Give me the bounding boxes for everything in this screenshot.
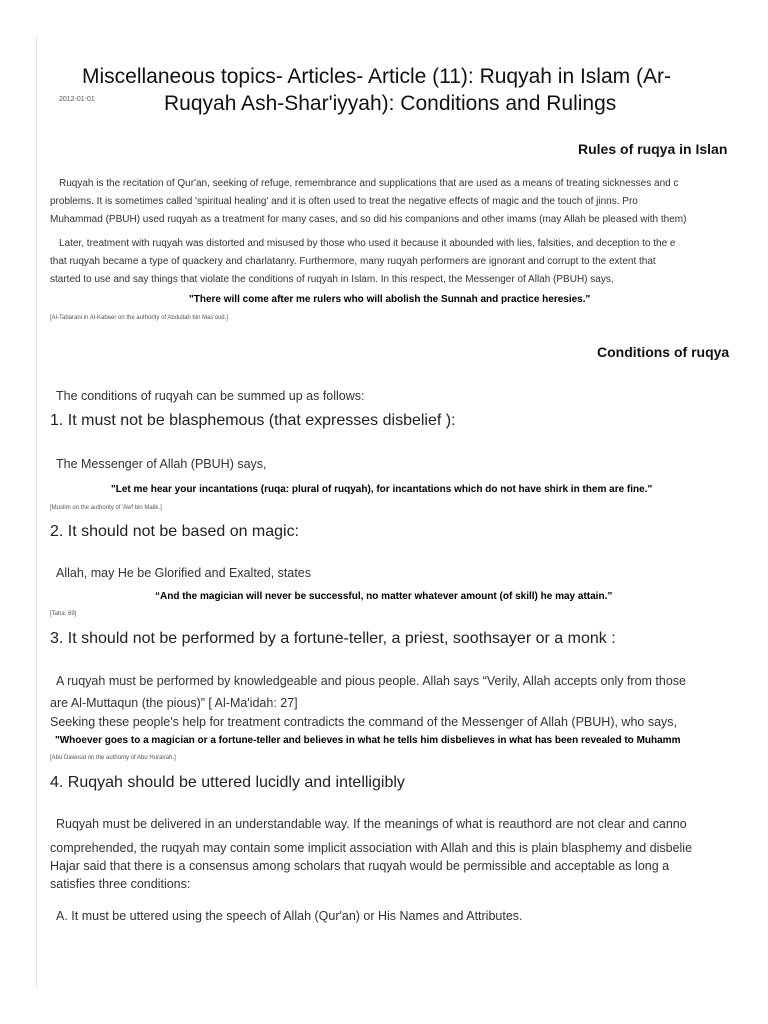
condition-3-paragraph-line-3: Seeking these people's help for treatment contradicts the command of the Messenger of Allah (PBUH), who says, xyxy=(50,715,678,729)
hadith-quote-2: "Let me hear your incantations (ruqa: plural of ruqyah), for incantations which do not have shirk in them are fine." xyxy=(111,484,653,495)
condition-3-heading: 3. It should not be performed by a fortune-teller, a priest, soothsayer or a monk : xyxy=(50,630,616,647)
condition-4-paragraph-line-2: comprehended, the ruqyah may contain some implicit association with Allah and this is plain blasphemy and disbelie xyxy=(50,841,693,855)
condition-1-heading: 1. It must not be blasphemous (that expresses disbelief ): xyxy=(50,412,456,429)
condition-4-paragraph-line-1: Ruqyah must be delivered in an understandable way. If the meanings of what is reauthord are not clear and canno xyxy=(56,817,687,831)
conditions-heading: Conditions of ruqya xyxy=(597,344,730,360)
condition-4-paragraph-line-4: satisfies three conditions: xyxy=(50,877,191,891)
condition-2-heading: 2. It should not be based on magic: xyxy=(50,523,300,540)
quran-quote: “And the magician will never be successful, no matter whatever amount (of skill) he may attain.” xyxy=(155,591,613,602)
condition-1-intro: The Messenger of Allah (PBUH) says, xyxy=(56,457,267,471)
condition-3-paragraph-line-2: are Al-Muttaqun (the pious)” [ Al-Ma'idah: 27] xyxy=(50,696,298,710)
publish-date: 2012-01-01 xyxy=(59,96,95,103)
page-title xyxy=(82,63,768,117)
intro-paragraph-line-2: problems. It is sometimes called 'spiritual healing' and it is often used to treat the negative effects of magic and the touch of jinns. Pro xyxy=(50,196,638,207)
citation-2: [Muslim on the authority of 'Awf bin Malik.] xyxy=(50,505,162,511)
condition-4-heading: 4. Ruqyah should be uttered lucidly and intelligibly xyxy=(50,774,405,791)
condition-4-paragraph-line-3: Hajar said that there is a consensus among scholars that ruqyah would be permissible and acceptable as long a xyxy=(50,859,670,873)
rules-heading: Rules of ruqya in Islan xyxy=(578,141,728,157)
history-paragraph-line-2: that ruqyah became a type of quackery and charlatanry. Furthermore, many ruqyah performers are ignorant and corrupt to the extent that xyxy=(50,256,656,267)
title-line-1: Miscellaneous topics- Articles- Article (11): Ruqyah in Islam (Ar- xyxy=(82,65,671,88)
hadith-quote-4: "Whoever goes to a magician or a fortune-teller and believes in what he tells him disbelieves in what has been revealed to Muhamm xyxy=(55,735,681,746)
citation-1: [Al-Tabarani in Al-Kabeer on the authority of Abdullah bin Mas'oud.] xyxy=(50,315,228,321)
citation-4: [Abu Dawoud on the authority of Abu Hurairah.] xyxy=(50,755,176,761)
history-paragraph-line-1: Later, treatment with ruqyah was distorted and misused by those who used it because it abounded with lies, falsities, and deception to the e xyxy=(59,238,676,249)
intro-paragraph-line-3: Muhammad (PBUH) used ruqyah as a treatment for many cases, and so did his companions and other imams (may Allah be pleased with them) xyxy=(50,214,687,225)
condition-2-intro: Allah, may He be Glorified and Exalted, states xyxy=(56,566,311,580)
title-line-2: Ruqyah Ash-Shar'iyyah): Conditions and Rulings xyxy=(164,92,617,115)
condition-3-paragraph-line-1: A ruqyah must be performed by knowledgeable and pious people. Allah says “Verily, Allah accepts only from those xyxy=(56,674,686,688)
condition-a: A. It must be uttered using the speech of Allah (Qur'an) or His Names and Attributes. xyxy=(56,909,523,923)
hadith-quote-1: "There will come after me rulers who will abolish the Sunnah and practice heresies." xyxy=(189,294,591,305)
conditions-intro: The conditions of ruqyah can be summed up as follows: xyxy=(56,389,365,403)
intro-paragraph-line-1: Ruqyah is the recitation of Qur'an, seeking of refuge, remembrance and supplications that are used as a means of treating sicknesses and c xyxy=(59,178,679,189)
citation-3: [Taha: 69] xyxy=(50,611,77,617)
history-paragraph-line-3: started to use and say things that violate the conditions of ruqyah in Islam. In this respect, the Messenger of Allah (PBUH) says, xyxy=(50,274,614,285)
